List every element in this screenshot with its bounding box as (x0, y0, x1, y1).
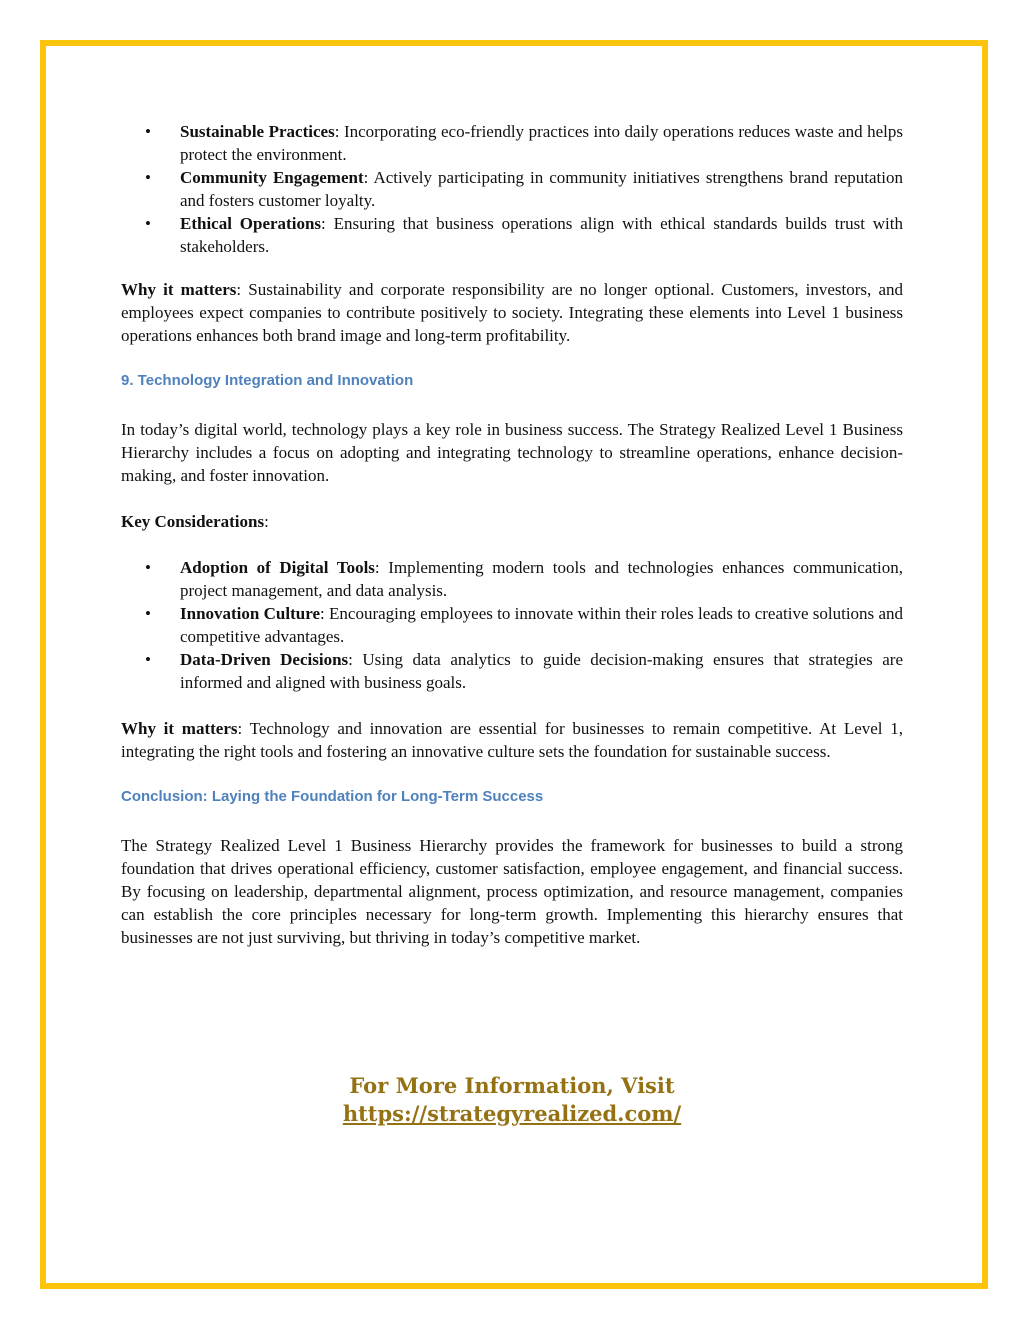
list-item (121, 556, 903, 602)
why-it-matters-paragraph (121, 278, 903, 347)
list-item (121, 602, 903, 648)
why-label: Why it matters (121, 719, 238, 738)
list-item-term: Innovation Culture (180, 604, 321, 623)
conclusion-heading: Conclusion: Laying the Foundation for Long-Term Success (121, 788, 544, 805)
why-it-matters-paragraph (121, 717, 903, 763)
list-item-text: : Using data analytics to guide decision-making ensures that strategies are informed and aligned with business goals. (180, 650, 903, 692)
list-item-text: : Ensuring that business operations align with ethical standards builds trust with stakeholders. (180, 214, 904, 256)
list-item-term: Community Engagement (180, 168, 364, 187)
key-considerations-label (121, 510, 903, 533)
list-item (121, 212, 903, 258)
section-intro: In today’s digital world, technology plays a key role in business success. The Strategy Realized Level 1 Business Hierarchy includes a focus on adopting and integrating technology to streamline operations, enhance decision-making, and foster innovation. (121, 420, 903, 485)
list-item-text: : Incorporating eco-friendly practices into daily operations reduces waste and helps protect the environment. (180, 122, 904, 164)
list-item-text: : Actively participating in community initiatives strengthens brand reputation and fosters customer loyalty. (180, 168, 903, 210)
list-item-text: : Implementing modern tools and technologies enhances communication, project management, and data analysis. (180, 558, 903, 600)
conclusion-paragraph: The Strategy Realized Level 1 Business Hierarchy provides the framework for businesses to build a strong foundation that drives operational efficiency, customer satisfaction, employee engagement, and financial success. By focusing on leadership, departmental alignment, process optimization, and resource management, companies can establish the core principles necessary for long-term growth. Implementing this hierarchy ensures that businesses are not just surviving, but thriving in today’s competitive market. (121, 836, 903, 947)
list-item (121, 166, 903, 212)
why-label: Why it matters (121, 280, 237, 299)
list-item-term: Ethical Operations (180, 214, 322, 233)
footer (0, 1072, 1024, 1128)
website-link[interactable]: https://strategyrealized.com/ (342, 1101, 682, 1126)
document-body (121, 120, 903, 949)
why-text: : Technology and innovation are essential for businesses to remain competitive. At Level 1, integrating the right tools and fostering an innovative culture sets the foundation for sustainable success. (121, 719, 904, 761)
technology-list (121, 556, 903, 694)
why-text: : Sustainability and corporate responsibility are no longer optional. Customers, investors, and employees expect companies to contribute positively to society. Integrating these elements into Level 1 business operations enhances both brand image and long-term profitability. (121, 280, 904, 345)
sustainability-list (121, 120, 903, 258)
list-item-text: : Encouraging employees to innovate within their roles leads to creative solutions and competitive advantages. (180, 604, 904, 646)
list-item (121, 120, 903, 166)
key-label: Key Considerations (121, 512, 265, 531)
list-item-term: Adoption of Digital Tools (180, 558, 375, 577)
section-heading: 9. Technology Integration and Innovation (121, 372, 414, 389)
list-item (121, 648, 903, 694)
footer-text: For More Information, Visit (349, 1073, 675, 1098)
key-label-colon: : (264, 512, 269, 531)
list-item-term: Data-Driven Decisions (180, 650, 349, 669)
list-item-term: Sustainable Practices (180, 122, 335, 141)
